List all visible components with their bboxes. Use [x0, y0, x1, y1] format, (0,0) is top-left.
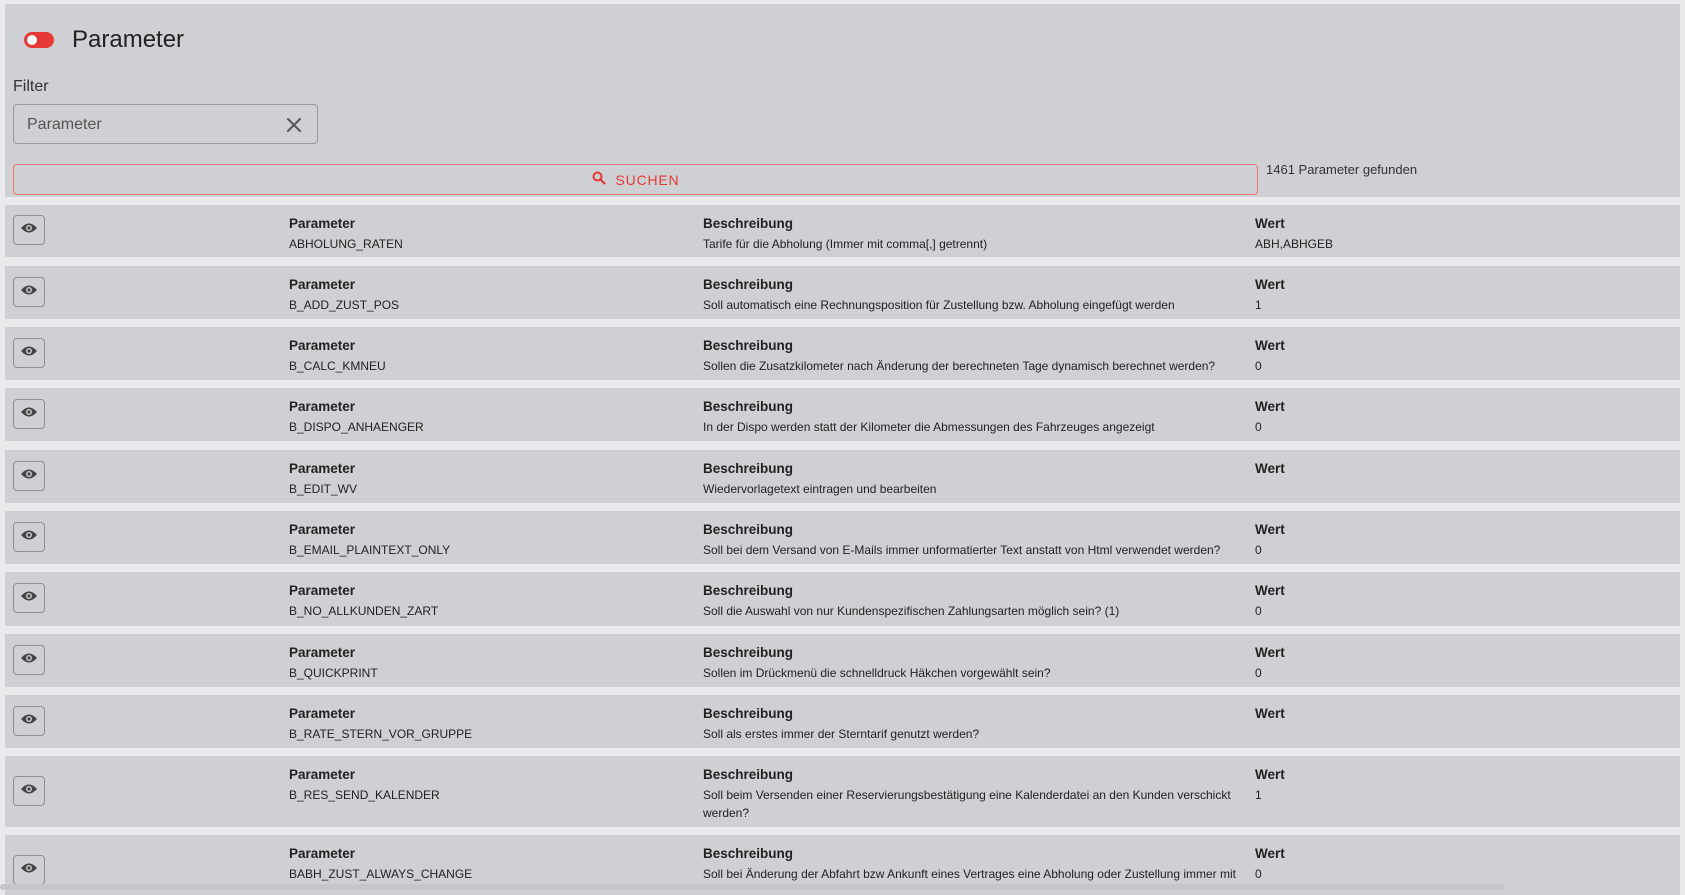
param-label: Parameter: [289, 767, 356, 782]
table-row: [5, 327, 1680, 380]
wert-cell: [1255, 277, 1655, 314]
view-button[interactable]: [13, 338, 45, 368]
wert-cell: [1255, 846, 1655, 883]
desc-cell: [703, 583, 1243, 620]
wert-value: 0: [1255, 359, 1262, 373]
param-label: Parameter: [289, 216, 356, 231]
toggle-knob: [27, 35, 37, 45]
param-value: B_ADD_ZUST_POS: [289, 298, 400, 312]
table-row: [5, 695, 1680, 748]
param-cell: [289, 338, 689, 375]
wert-cell: [1255, 706, 1655, 725]
wert-label: Wert: [1255, 461, 1285, 476]
param-cell: [289, 706, 689, 743]
param-value: BABH_ZUST_ALWAYS_CHANGE: [289, 867, 473, 881]
desc-value: Tarife für die Abholung (Immer mit comma[,] getrennt): [703, 237, 988, 251]
wert-cell: [1255, 522, 1655, 559]
desc-cell: [703, 767, 1243, 822]
table-row: [5, 756, 1680, 827]
desc-value: Soll die Auswahl von nur Kundenspezifischen Zahlungsarten möglich sein? (1): [703, 604, 1120, 618]
param-value: B_EDIT_WV: [289, 482, 358, 496]
close-icon[interactable]: [285, 116, 303, 134]
param-label: Parameter: [289, 583, 356, 598]
param-cell: [289, 767, 689, 804]
wert-cell: [1255, 216, 1655, 253]
wert-value: 0: [1255, 666, 1262, 680]
eye-icon: [20, 221, 38, 239]
wert-cell: [1255, 767, 1655, 804]
search-button-label: SUCHEN: [615, 171, 680, 188]
param-value: B_RATE_STERN_VOR_GRUPPE: [289, 727, 473, 741]
eye-icon: [20, 782, 38, 800]
desc-cell: [703, 645, 1243, 682]
eye-icon: [20, 344, 38, 362]
view-button[interactable]: [13, 215, 45, 245]
view-button[interactable]: [13, 399, 45, 429]
desc-label: Beschreibung: [703, 277, 794, 292]
wert-label: Wert: [1255, 522, 1285, 537]
param-label: Parameter: [289, 846, 356, 861]
search-icon: [592, 171, 616, 188]
desc-label: Beschreibung: [703, 461, 794, 476]
horizontal-scrollbar[interactable]: [0, 884, 1505, 890]
wert-label: Wert: [1255, 645, 1285, 660]
wert-cell: [1255, 583, 1655, 620]
wert-cell: [1255, 399, 1655, 436]
param-label: Parameter: [289, 522, 356, 537]
table-row: [5, 388, 1680, 441]
param-value: ABHOLUNG_RATEN: [289, 237, 403, 251]
wert-label: Wert: [1255, 706, 1285, 721]
param-cell: [289, 522, 689, 559]
param-label: Parameter: [289, 399, 356, 414]
filter-panel: [5, 4, 1680, 197]
desc-label: Beschreibung: [703, 338, 794, 353]
wert-cell: [1255, 645, 1655, 682]
wert-value: 1: [1255, 298, 1262, 312]
param-value: B_EMAIL_PLAINTEXT_ONLY: [289, 543, 451, 557]
filter-input[interactable]: [27, 114, 267, 136]
desc-cell: [703, 338, 1243, 375]
wert-label: Wert: [1255, 216, 1285, 231]
wert-label: Wert: [1255, 338, 1285, 353]
view-button[interactable]: [13, 706, 45, 736]
eye-icon: [20, 589, 38, 607]
table-row: [5, 572, 1680, 626]
eye-icon: [20, 861, 38, 879]
desc-label: Beschreibung: [703, 522, 794, 537]
wert-value: 0: [1255, 543, 1262, 557]
wert-label: Wert: [1255, 846, 1285, 861]
desc-cell: [703, 461, 1243, 498]
desc-cell: [703, 706, 1243, 743]
desc-label: Beschreibung: [703, 645, 794, 660]
search-button[interactable]: [13, 164, 1258, 195]
wert-label: Wert: [1255, 277, 1285, 292]
desc-label: Beschreibung: [703, 846, 794, 861]
param-value: B_RES_SEND_KALENDER: [289, 788, 440, 802]
view-button[interactable]: [13, 461, 45, 491]
eye-icon: [20, 283, 38, 301]
param-value: B_QUICKPRINT: [289, 666, 378, 680]
param-cell: [289, 846, 689, 883]
filter-field: [13, 104, 318, 144]
desc-value: Sollen die Zusatzkilometer nach Änderung der berechneten Tage dynamisch berechnet werden?: [703, 359, 1216, 373]
eye-icon: [20, 467, 38, 485]
toggle-switch[interactable]: [24, 32, 54, 48]
desc-value: Soll als erstes immer der Sterntarif genutzt werden?: [703, 727, 980, 741]
eye-icon: [20, 651, 38, 669]
wert-value: 0: [1255, 420, 1262, 434]
desc-value: Soll bei dem Versand von E-Mails immer unformatierter Text anstatt von Html verwendet werden?: [703, 543, 1221, 557]
wert-value: ABH,ABHGEB: [1255, 237, 1334, 251]
wert-cell: [1255, 338, 1655, 375]
desc-cell: [703, 216, 1243, 253]
param-value: B_DISPO_ANHAENGER: [289, 420, 424, 434]
title-row: [23, 26, 184, 54]
wert-cell: [1255, 461, 1655, 480]
page-title: Parameter: [72, 26, 185, 53]
desc-value: Sollen im Drückmenü die schnelldruck Häkchen vorgewählt sein?: [703, 666, 1051, 680]
view-button[interactable]: [13, 583, 45, 613]
table-row: [5, 511, 1680, 564]
param-cell: [289, 399, 689, 436]
wert-value: 1: [1255, 788, 1262, 802]
desc-value: Soll automatisch eine Rechnungsposition für Zustellung bzw. Abholung eingefügt werden: [703, 298, 1175, 312]
table-row: [5, 634, 1680, 687]
desc-label: Beschreibung: [703, 767, 794, 782]
view-button[interactable]: [13, 522, 45, 552]
eye-icon: [20, 405, 38, 423]
eye-icon: [20, 712, 38, 730]
wert-label: Wert: [1255, 399, 1285, 414]
param-label: Parameter: [289, 706, 356, 721]
desc-label: Beschreibung: [703, 583, 794, 598]
view-button[interactable]: [13, 855, 45, 885]
eye-icon: [20, 528, 38, 546]
desc-value: Wiedervorlagetext eintragen und bearbeiten: [703, 482, 937, 496]
wert-label: Wert: [1255, 767, 1285, 782]
table-row: [5, 450, 1680, 503]
result-count: 1461 Parameter gefunden: [1266, 162, 1418, 177]
desc-label: Beschreibung: [703, 216, 794, 231]
param-label: Parameter: [289, 645, 356, 660]
wert-label: Wert: [1255, 583, 1285, 598]
view-button[interactable]: [13, 776, 45, 806]
desc-label: Beschreibung: [703, 399, 794, 414]
param-cell: [289, 645, 689, 682]
table-row: [5, 205, 1680, 257]
param-cell: [289, 277, 689, 314]
param-value: B_NO_ALLKUNDEN_ZART: [289, 604, 439, 618]
param-cell: [289, 583, 689, 620]
desc-value: Soll bei Änderung der Abfahrt bzw Ankunft eines Vertrages eine Abholung oder Zustellung immer mit: [703, 867, 1236, 881]
param-label: Parameter: [289, 461, 356, 476]
table-row: [5, 266, 1680, 319]
view-button[interactable]: [13, 277, 45, 307]
param-cell: [289, 461, 689, 498]
param-cell: [289, 216, 689, 253]
filter-label: Filter: [13, 78, 49, 95]
wert-value: 0: [1255, 867, 1262, 881]
desc-cell: [703, 522, 1243, 559]
param-label: Parameter: [289, 338, 356, 353]
view-button[interactable]: [13, 645, 45, 675]
param-label: Parameter: [289, 277, 356, 292]
desc-cell: [703, 399, 1243, 436]
desc-label: Beschreibung: [703, 706, 794, 721]
desc-value: In der Dispo werden statt der Kilometer die Abmessungen des Fahrzeuges angezeigt: [703, 420, 1155, 434]
param-value: B_CALC_KMNEU: [289, 359, 386, 373]
desc-value: Soll beim Versenden einer Reservierungsbestätigung eine Kalenderdatei an den Kunden verschickt werden?: [703, 788, 1231, 820]
wert-value: 0: [1255, 604, 1262, 618]
desc-cell: [703, 846, 1243, 883]
desc-cell: [703, 277, 1243, 314]
